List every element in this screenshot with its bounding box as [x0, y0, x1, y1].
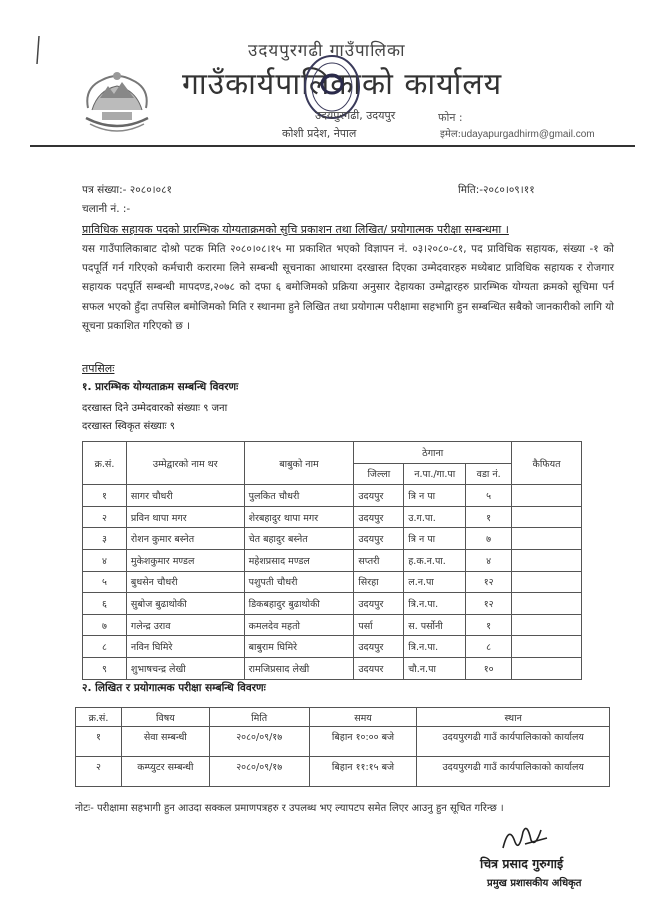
cell-sn: १: [83, 485, 127, 507]
cell-father: पशुपती चौधरी: [244, 571, 354, 593]
table-row: [83, 636, 582, 658]
cell-remarks: [512, 571, 582, 593]
cell-sn: ५: [83, 571, 127, 593]
letter-date: मिति:-२०८०।०९।११: [458, 184, 535, 196]
candidates-table: [82, 441, 582, 680]
section2-title: २. लिखित र प्रयोगात्मक परीक्षा सम्बन्धि विवरणः: [82, 682, 266, 694]
table-row: [83, 485, 582, 507]
cell-time: बिहान ११:१५ बजे: [309, 757, 417, 787]
cell-sn: १: [76, 727, 122, 757]
table-header-row: [83, 442, 582, 464]
cell-remarks: [512, 657, 582, 679]
address-line-2: कोशी प्रदेश, नेपाल: [282, 127, 357, 140]
header-ward: वडा नं.: [466, 463, 512, 485]
header-date: मिति: [209, 708, 309, 727]
cell-father: पुलकित चौधरी: [244, 485, 354, 507]
cell-district: उदयपुर: [354, 528, 404, 550]
cell-local: त्रि.न.पा.: [404, 636, 466, 658]
cell-ward: १२: [466, 571, 512, 593]
cell-local: उ.ग.पा.: [404, 506, 466, 528]
cell-name: शुभाषचन्द्र लेखी: [126, 657, 244, 679]
cell-local: स. पर्सोनी: [404, 614, 466, 636]
cell-venue: उदयपुरगढी गाउँ कार्यपालिकाको कार्यालय: [417, 757, 610, 787]
table-row: [83, 657, 582, 679]
header-venue: स्थान: [417, 708, 610, 727]
applications-count: दरखास्त दिने उम्मेदवारको संख्याः ९ जना: [82, 403, 228, 414]
cell-sn: ७: [83, 614, 127, 636]
cell-name: मुकेशकुमार मण्डल: [126, 549, 244, 571]
cell-ward: ७: [466, 528, 512, 550]
cell-name: बुधसेन चौधरी: [126, 571, 244, 593]
cell-sn: ३: [83, 528, 127, 550]
accepted-count: दरखास्त स्विकृत संख्याः ९: [82, 421, 175, 432]
cell-father: कमलदेव महतो: [244, 614, 354, 636]
cell-subject: कम्प्युटर सम्बन्धी: [121, 757, 209, 787]
cell-sn: ६: [83, 593, 127, 615]
signatory-name: चित्र प्रसाद गुरुगाई: [480, 856, 564, 871]
table-row: [83, 528, 582, 550]
phone-label: फोन :: [438, 111, 463, 124]
table-row: [83, 549, 582, 571]
cell-venue: उदयपुरगढी गाउँ कार्यपालिकाको कार्यालय: [417, 727, 610, 757]
cell-district: पर्सा: [354, 614, 404, 636]
header-remarks: कैफियत: [512, 442, 582, 485]
cell-name: नविन घिमिरे: [126, 636, 244, 658]
cell-name: सुबोज बुढाथोकी: [126, 593, 244, 615]
cell-name: प्रविन थापा मगर: [126, 506, 244, 528]
cell-remarks: [512, 636, 582, 658]
cell-district: उदयपुर: [354, 593, 404, 615]
cell-district: उदयपर: [354, 657, 404, 679]
cell-sn: ८: [83, 636, 127, 658]
letterhead-divider: [30, 145, 635, 147]
cell-ward: १: [466, 614, 512, 636]
cell-ward: ८: [466, 636, 512, 658]
cell-district: उदयपुर: [354, 506, 404, 528]
header-sn: क्र.सं.: [76, 708, 122, 727]
body-paragraph: यस गाउँपालिकाबाट दोश्रो पटक मिति २०८०।०८।१५ मा प्रकाशित भएको विज्ञापन नं. ०३।२०८०-८१, पद प्राविधिक सहायक, संख्या -१ को पदपूर्ति गर्न गरिएको कर्मचारी करारमा लिने सम्बन्धी सूचनाका आधारमा दरखास्त दिएका उम्मेदवारहरु मध्येबाट प्राविधिक सहायक र रोजगार सहायक पदपूर्ति सम्बन्धी मापदण्ड,२०७८ को दफा ६ बमोजिमको प्रक्रिया अनुसार देहायका उम्मेद्वारहरु प्रारम्भिक योग्यता क्रमको सूचिमा पर्न सफल भएको हुँदा तपसिल बमोजिमको मिति र स्थानमा हुने लिखित तथा प्रयोगात्म परीक्षामा सहभागि हुन सम्बन्धित सबैको जानकारीको लागि यो सूचना प्रकाशित गरिएको छ ।: [82, 243, 614, 332]
cell-district: उदयपुर: [354, 485, 404, 507]
header-name: उम्मेद्वारको नाम थर: [126, 442, 244, 485]
details-heading: तपसिलः: [82, 362, 115, 375]
cell-remarks: [512, 528, 582, 550]
cell-ward: १: [466, 506, 512, 528]
cell-local: ल.न.पा: [404, 571, 466, 593]
cell-sn: ९: [83, 657, 127, 679]
cell-name: रोशन कुमार बस्नेत: [126, 528, 244, 550]
cell-date: २०८०/०९/१७: [209, 727, 309, 757]
cell-local: ह.क.न.पा.: [404, 549, 466, 571]
subject-line: प्राविधिक सहायक पदको प्रारम्भिक योग्यताक्रमको सुचि प्रकाशन तथा लिखित/ प्रयोगात्मक परीक्षा सम्बन्धमा ।: [82, 223, 509, 236]
header-subject: विषय: [121, 708, 209, 727]
signatory-title: प्रमुख प्रशासकीय अधिकृत: [487, 878, 582, 889]
table-row: [83, 506, 582, 528]
cell-sn: २: [83, 506, 127, 528]
cell-father: डिकबहादुर बुढाथोकी: [244, 593, 354, 615]
table-row: [83, 593, 582, 615]
header-address: ठेगाना: [354, 442, 512, 464]
cell-local: चौ.न.पा: [404, 657, 466, 679]
exam-schedule-table: [75, 707, 610, 787]
cell-father: बाबुराम घिमिरे: [244, 636, 354, 658]
cell-ward: ५: [466, 485, 512, 507]
cell-name: सागर चौधरी: [126, 485, 244, 507]
table-row: [83, 614, 582, 636]
cell-name: गलेन्द्र उराव: [126, 614, 244, 636]
cell-sn: २: [76, 757, 122, 787]
section1-title: १. प्रारम्भिक योग्यताक्रम सम्बन्धि विवरणः: [82, 381, 239, 393]
email-label: इमेल:: [440, 129, 462, 140]
cell-time: बिहान १०:०० बजे: [309, 727, 417, 757]
nepal-emblem-icon: [78, 68, 156, 140]
cell-father: महेशप्रसाद मण्डल: [244, 549, 354, 571]
cell-date: २०८०/०९/१७: [209, 757, 309, 787]
cell-remarks: [512, 506, 582, 528]
email-value: udayapurgadhirm@gmail.com: [461, 129, 595, 140]
table-row: [83, 571, 582, 593]
cell-father: रामजिप्रसाद लेखी: [244, 657, 354, 679]
table-row: [76, 757, 610, 787]
cell-remarks: [512, 485, 582, 507]
table-header-row: [76, 708, 610, 727]
header-time: समय: [309, 708, 417, 727]
cell-ward: ४: [466, 549, 512, 571]
cell-district: सिरहा: [354, 571, 404, 593]
note-line: नोटः- परीक्षामा सहभागी हुन आउदा सक्कल प्रमाणपत्रहरु र उपलब्ध भए ल्यापटप समेत लिएर आउनु हुन सूचित गरिन्छ ।: [75, 803, 504, 814]
header-district: जिल्ला: [354, 463, 404, 485]
dispatch-number: चलानी नं. :-: [82, 203, 131, 215]
cell-sn: ४: [83, 549, 127, 571]
cell-father: शेरबहादुर थापा मगर: [244, 506, 354, 528]
cell-district: उदयपुर: [354, 636, 404, 658]
cell-remarks: [512, 593, 582, 615]
header-sn: क्र.सं.: [83, 442, 127, 485]
office-name: गाउँकार्यपालिकाको कार्यालय: [182, 67, 503, 102]
cell-remarks: [512, 549, 582, 571]
cell-father: चेत बहादुर बस्नेत: [244, 528, 354, 550]
table-row: [76, 727, 610, 757]
cell-district: सप्तरी: [354, 549, 404, 571]
email-line: [440, 126, 595, 140]
cell-remarks: [512, 614, 582, 636]
cell-local: त्रि.न.पा.: [404, 593, 466, 615]
address-line-1: उदयपुरगढी, उदयपुर: [315, 109, 396, 122]
cell-subject: सेवा सम्बन्धी: [121, 727, 209, 757]
header-local: न.पा./गा.पा: [404, 463, 466, 485]
cell-local: त्रि न पा: [404, 528, 466, 550]
margin-mark: [36, 36, 40, 64]
cell-ward: १०: [466, 657, 512, 679]
signature-scribble: [495, 818, 555, 858]
municipality-name: उदयपुरगढी गाउँपालिका: [248, 41, 406, 61]
letter-number: पत्र संख्या:- २०८०।०८१: [82, 184, 173, 196]
cell-local: त्रि न पा: [404, 485, 466, 507]
cell-ward: १२: [466, 593, 512, 615]
header-father: बाबुको नाम: [244, 442, 354, 485]
